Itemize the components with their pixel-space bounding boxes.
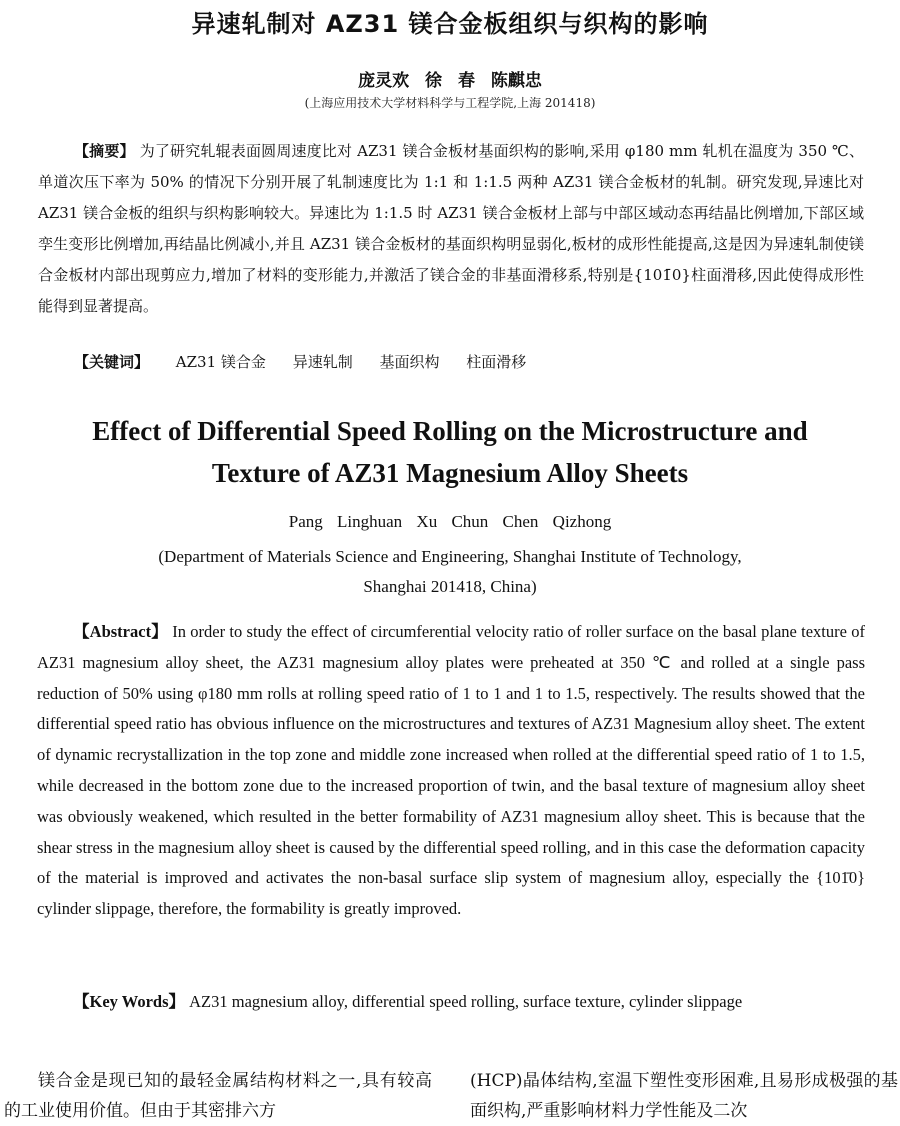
body-left-column: 镁合金是现已知的最轻金属结构材料之一,具有较高的工业使用价值。但由于其密排六方 [4, 1071, 432, 1121]
english-abstract-label: 【Abstract】 [73, 622, 168, 641]
english-keywords-label: 【Key Words】 [73, 992, 185, 1011]
chinese-title: 异速轧制对 AZ31 镁合金板组织与织构的影响 [191, 10, 709, 38]
english-affiliation-line: (Department of Materials Science and Engineering, Shanghai Institute of Technology, [158, 547, 742, 566]
english-authors: Pang Linghuan Xu Chun Chen Qizhong [288, 512, 612, 531]
chinese-keywords-label: 【关键词】 [74, 353, 150, 371]
english-keywords [37, 987, 865, 1017]
english-title [0, 410, 900, 494]
chinese-keywords [38, 349, 864, 375]
english-abstract [37, 617, 865, 925]
english-title-line: Effect of Differential Speed Rolling on the Microstructure and [92, 416, 808, 446]
english-affiliation-line: Shanghai 201418, China) [363, 577, 537, 596]
english-abstract-text: In order to study the effect of circumferential velocity ratio of roller surface on the basal plane texture of AZ31 magnesium alloy sheet, the AZ31 magnesium alloy plates were preheated at 350 ℃ and rolled at a single pass reduction of 50% using φ180 mm rolls at rolling speed ratio of 1 to 1 and 1 to 1.5, respectively. The results showed that the differential speed ratio has obvious influence on the microstructures and textures of AZ31 Magnesium alloy sheet. The extent of dynamic recrystallization in the top zone and middle zone increased when rolled at the differential speed ratio of 1 to 1.5, while decreased in the bottom zone due to the increased proportion of twin, and the basal texture of magnesium alloy sheet was obviously weakened, which resulted in the better formability of AZ31 magnesium alloy sheet. This is because that the shear stress in the magnesium alloy sheet is caused by the differential speed rolling, and in this case the deformation capacity of the material is improved and activates the non-basal surface slip system of magnesium alloy, especially the {101̄0} cylinder slippage, therefore, the formability is greatly improved. [37, 622, 865, 919]
english-affiliation [0, 542, 900, 602]
body-right-column: (HCP)晶体结构,室温下塑性变形困难,且易形成极强的基面织构,严重影响材料力学性能及二次 [470, 1071, 898, 1121]
chinese-keyword: 异速轧制 [292, 353, 353, 371]
english-keywords-text: AZ31 magnesium alloy, differential speed rolling, surface texture, cylinder slippage [189, 992, 743, 1011]
chinese-abstract-label: 【摘要】 [74, 142, 135, 160]
chinese-abstract [38, 136, 864, 322]
chinese-abstract-text: 为了研究轧辊表面圆周速度比对 AZ31 镁合金板材基面织构的影响,采用 φ180 mm 轧机在温度为 350 ℃、单道次压下率为 50% 的情况下分别开展了轧制速度比为 1:1 和 1:1.5 两种 AZ31 镁合金板材的轧制。研究发现,异速比对 AZ31 镁合金板的组织与织构影响较大。异速比为 1:1.5 时 AZ31 镁合金板材上部与中部区域动态再结晶比例增加,下部区域孪生变形比例增加,再结晶比例减小,并且 AZ31 镁合金板材的基面织构明显弱化,板材的成形性能提高,这是因为异速轧制使镁合金板材内部出现剪应力,增加了材料的变形能力,并激活了镁合金的非基面滑移系,特别是{101̄0}柱面滑移,因此使得成形性能得到显著提高。 [38, 142, 864, 315]
chinese-keyword: AZ31 镁合金 [175, 353, 266, 371]
chinese-authors: 庞灵欢 徐 春 陈麒忠 [358, 71, 542, 91]
chinese-affiliation: (上海应用技术大学材料科学与工程学院,上海 201418) [304, 96, 596, 110]
chinese-keyword: 基面织构 [379, 353, 440, 371]
chinese-keyword: 柱面滑移 [466, 353, 527, 371]
english-title-line: Texture of AZ31 Magnesium Alloy Sheets [211, 458, 689, 488]
